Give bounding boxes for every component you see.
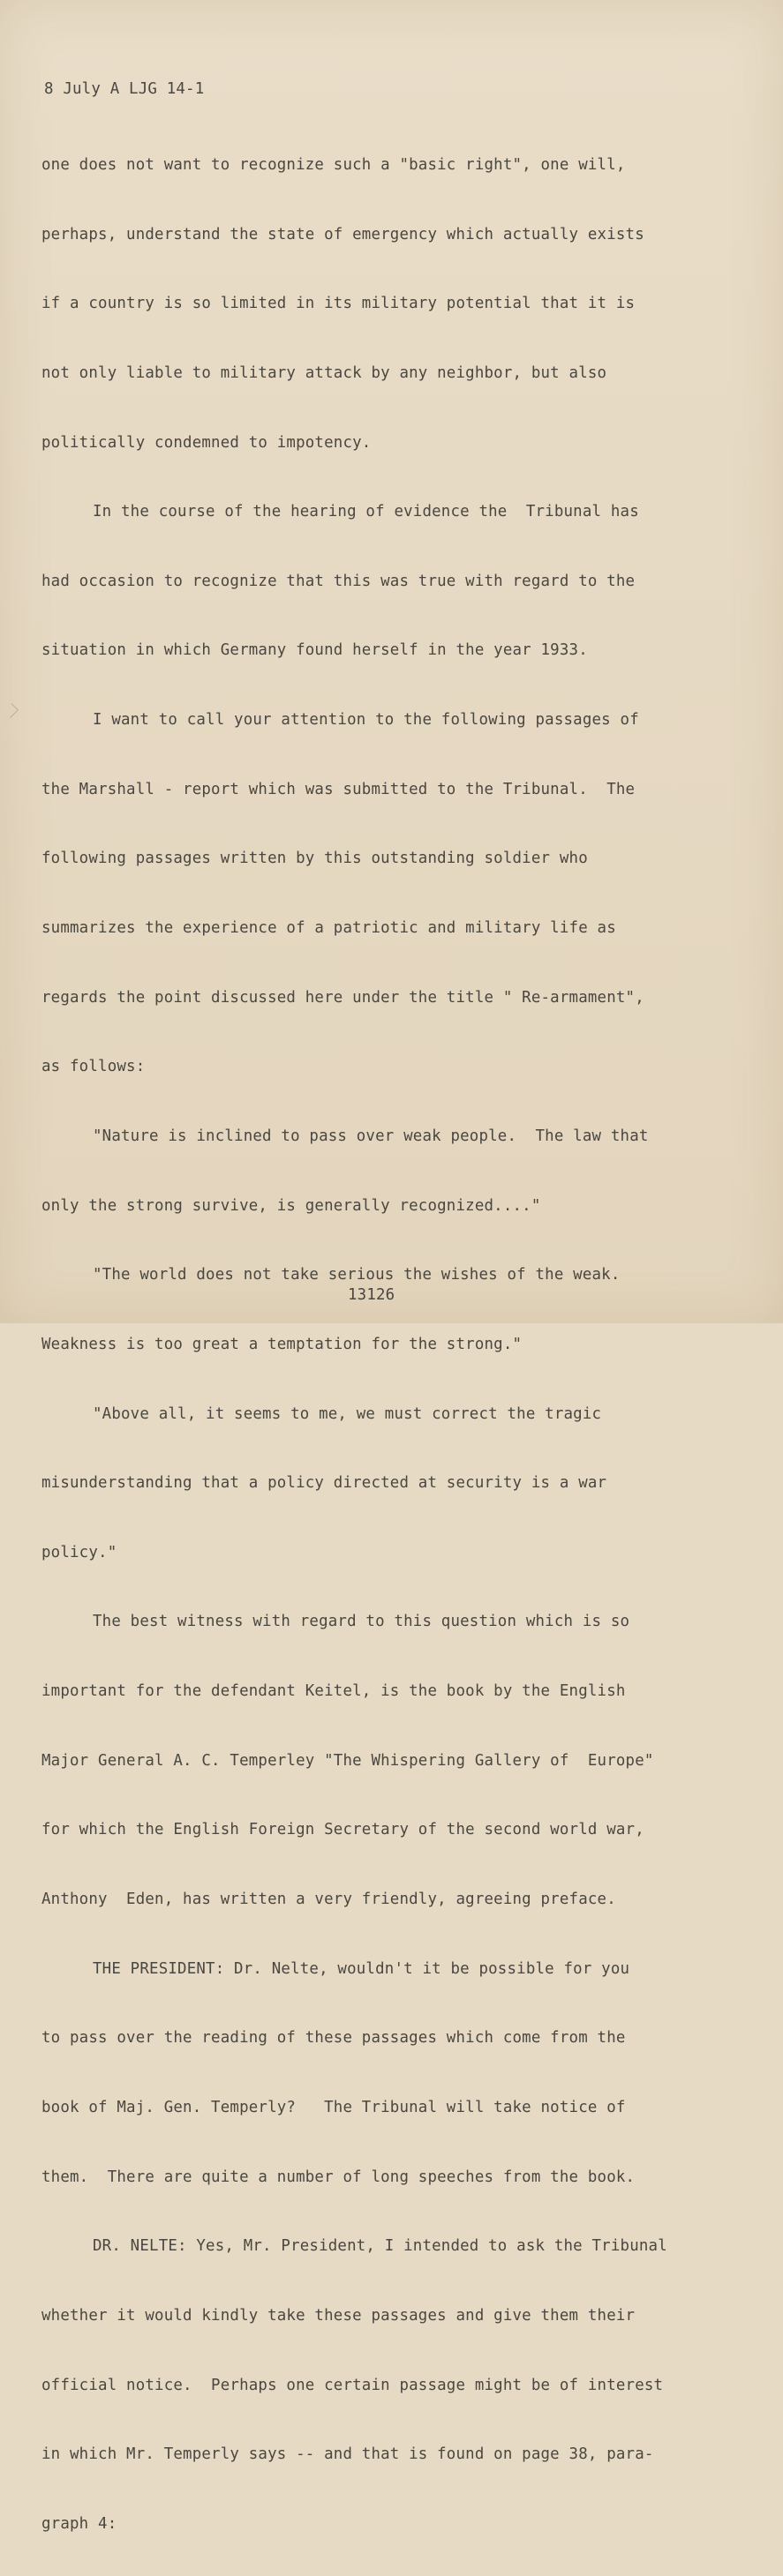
text-line: I want to call your attention to the following passages of [93,711,639,730]
text-line: not only liable to military attack by any neighbor, but also [41,363,607,382]
text-line: The best witness with regard to this question which is so [93,1613,630,1631]
text-line: if a country is so limited in its military potential that it is [41,295,636,313]
text-line: for which the English Foreign Secretary of the second world war, [41,1821,644,1839]
text-line: whether it would kindly take these passages and give them their [41,2306,636,2325]
text-line: situation in which Germany found herself in the year 1933. [41,641,588,660]
page-number: 13126 [348,1286,395,1304]
text-line: politically condemned to impotency. [41,433,372,452]
text-line: regards the point discussed here under the title " Re-armament", [41,988,644,1007]
quote-line: "The world does not take serious the wishes of the weak. [93,1266,621,1284]
text-line: to pass over the reading of these passages which come from the [41,2029,626,2048]
text-line: as follows: [41,1058,146,1076]
text-line: one does not want to recognize such a "basic right", one will, [41,156,626,174]
text-line: in which Mr. Temperly says -- and that is found on page 38, para- [41,2445,654,2464]
text-line: had occasion to recognize that this was true with regard to the [41,572,636,590]
text-line: graph 4: [41,2514,117,2533]
quote-line: only the strong survive, is generally recognized...." [41,1196,541,1215]
text-line: book of Maj. Gen. Temperly? The Tribunal will take notice of [41,2098,626,2116]
text-line: perhaps, understand the state of emergency which actually exists [41,225,644,243]
text-line: In the course of the hearing of evidence the Tribunal has [93,503,639,521]
quote-line: "Nature is inclined to pass over weak people. The law that [93,1127,649,1145]
text-line: the Marshall - report which was submitted to the Tribunal. The [41,780,636,798]
quote-line: policy." [41,1543,117,1561]
body-text [41,113,667,2576]
quote-line: Weakness is too great a temptation for the strong." [41,1335,523,1353]
text-line: important for the defendant Keitel, is the book by the English [41,1682,626,1701]
text-line: them. There are quite a number of long speeches from the book. [41,2168,636,2186]
text-line: official notice. Perhaps one certain passage might be of interest [41,2376,664,2394]
speaker-line: DR. NELTE: Yes, Mr. President, I intended to ask the Tribunal [93,2237,667,2256]
quote-line: "Above all, it seems to me, we must correct the tragic [93,1404,602,1423]
page-header: 8 July A LJG 14-1 [44,80,205,98]
text-line: Major General A. C. Temperley "The Whispering Gallery of Europe" [41,1751,654,1770]
text-line: following passages written by this outstanding soldier who [41,850,588,868]
text-line: summarizes the experience of a patriotic and military life as [41,919,616,938]
text-line: Anthony Eden, has written a very friendly, agreeing preface. [41,1891,616,1909]
speaker-line: THE PRESIDENT: Dr. Nelte, wouldn't it be possible for you [93,1959,630,1978]
margin-mark [4,703,19,718]
quote-line: misunderstanding that a policy directed at security is a war [41,1474,607,1493]
